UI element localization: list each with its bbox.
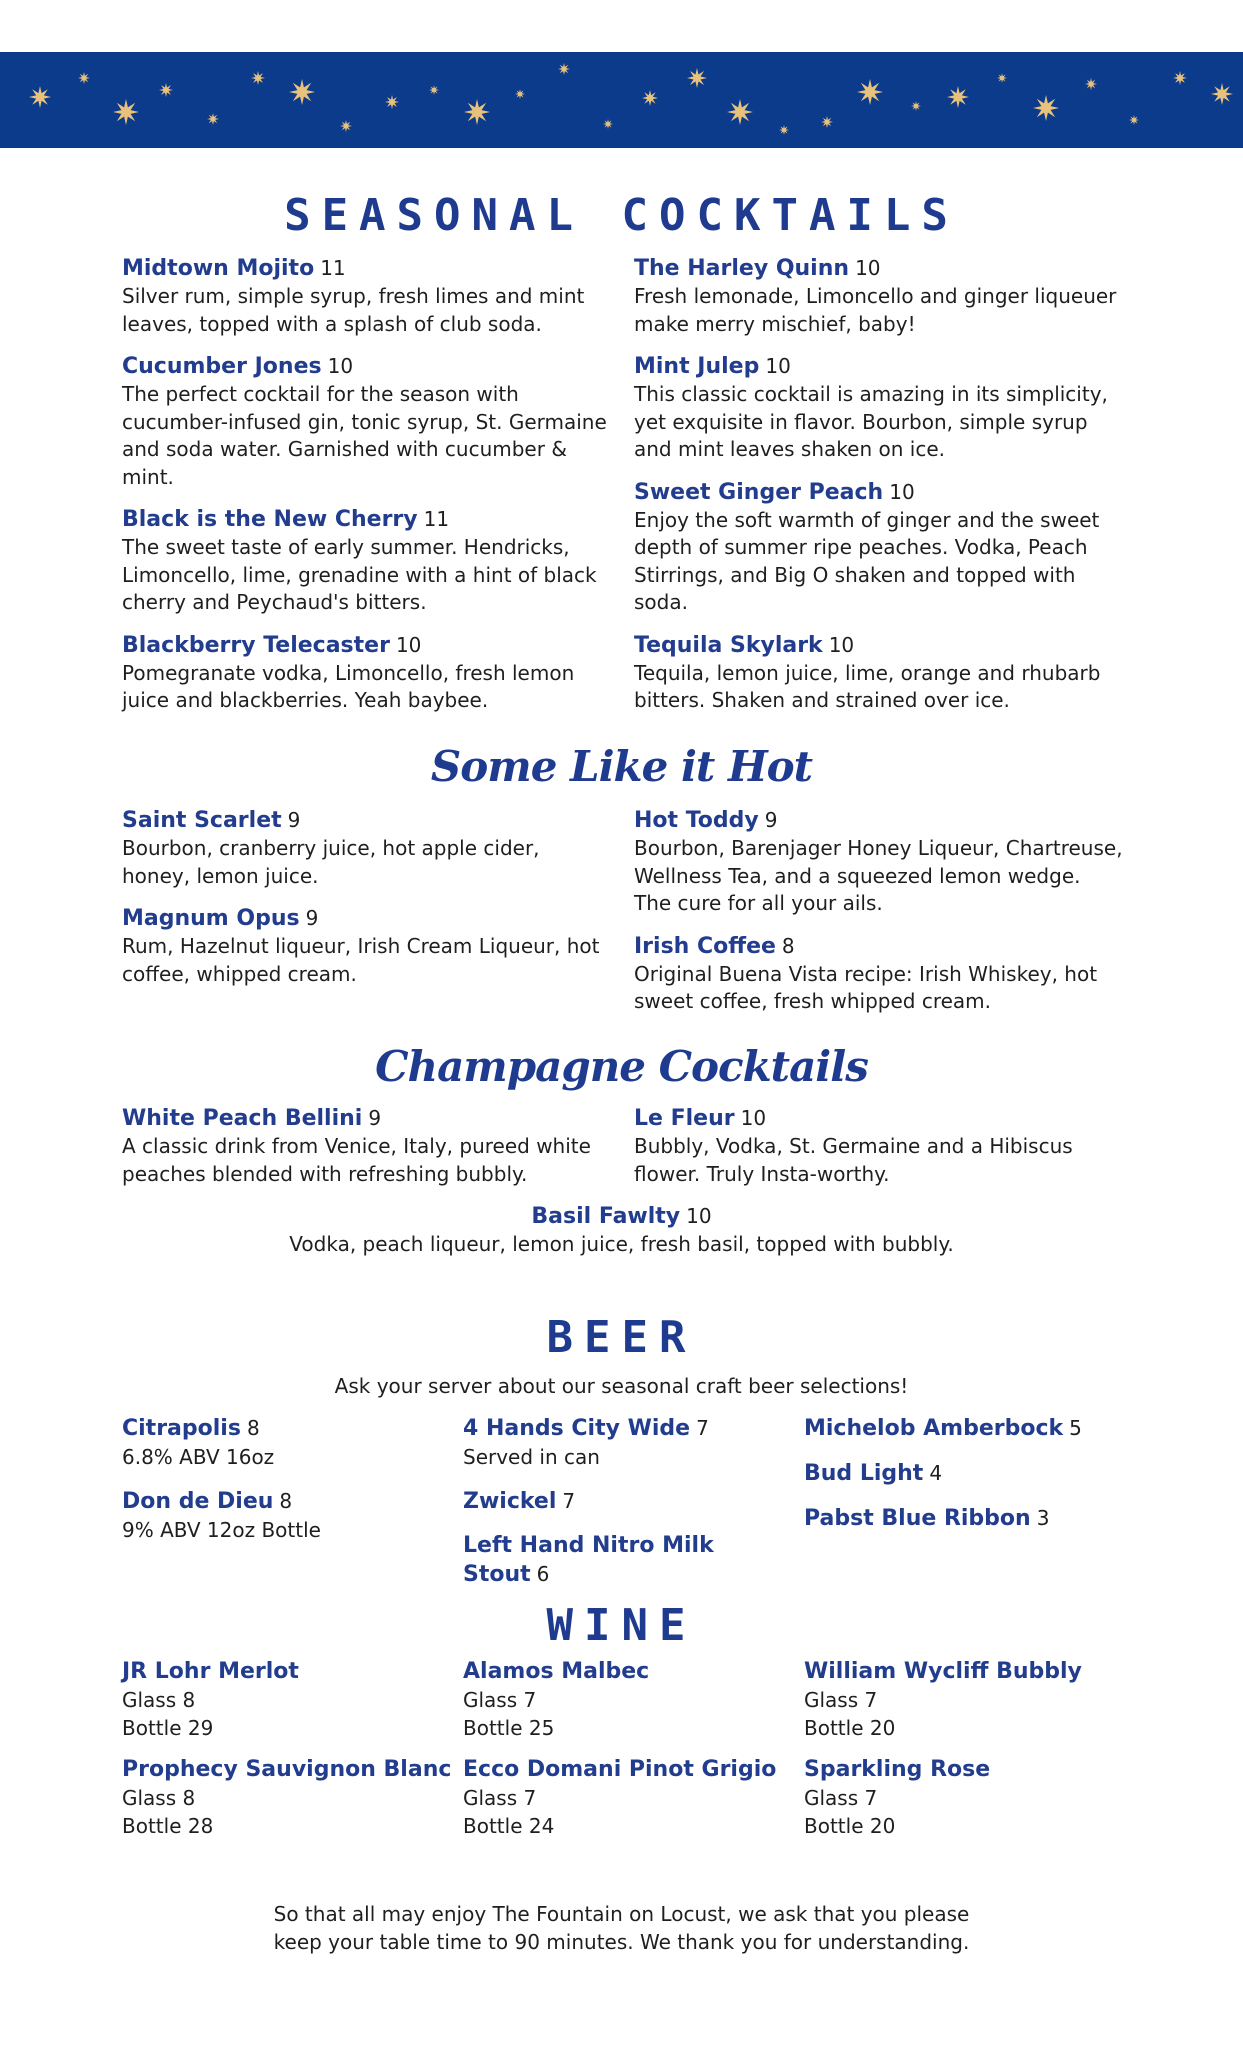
bottle-price: Bottle 20 <box>804 1716 896 1740</box>
item-price: 9 <box>287 808 301 832</box>
item-name: William Wycliff Bubbly <box>804 1659 1082 1684</box>
menu-item <box>634 1104 1124 1188</box>
item-price: 10 <box>686 1204 712 1228</box>
item-description: Silver rum, simple syrup, fresh limes and mint leaves, topped with a splash of club soda. <box>122 284 585 336</box>
menu-item <box>122 904 612 988</box>
menu-item <box>122 631 612 715</box>
item-name: Michelob Amberbock <box>804 1416 1064 1441</box>
item-name: Blackberry Telecaster <box>122 632 390 658</box>
item-description: 9% ABV 12oz Bottle <box>122 1518 321 1542</box>
item-name: Pabst Blue Ribbon <box>804 1506 1031 1531</box>
menu-item <box>634 932 1124 1016</box>
glass-price: Glass 8 <box>122 1688 196 1712</box>
item-price: 10 <box>327 354 354 378</box>
bottle-price: Bottle 28 <box>122 1814 214 1838</box>
item-name: Le Fleur <box>634 1106 735 1131</box>
item-name: The Harley Quinn <box>634 256 850 281</box>
item-price: 9 <box>368 1106 382 1130</box>
star-icon <box>251 71 265 85</box>
item-description: Bourbon, Barenjager Honey Liqueur, Chartreuse, Wellness Tea, and a squeezed lemon wedge. The cure for all your ails. <box>634 836 1123 915</box>
star-banner <box>0 52 1243 148</box>
item-description: The perfect cocktail for the season with cucumber-infused gin, tonic syrup, St. Germaine and soda water. Garnished with cucumber & mint. <box>122 382 607 489</box>
item-name: Zwickel <box>463 1489 557 1514</box>
item-description: Enjoy the soft warmth of ginger and the sweet depth of summer ripe peaches. Vodka, Peach Stirrings, and Big O shaken and topped with soda. <box>634 507 1100 614</box>
glass-price: Glass 7 <box>804 1786 878 1810</box>
item-price: 10 <box>855 256 881 280</box>
item-price: 7 <box>696 1416 709 1440</box>
hot-title: Some Like it Hot <box>430 742 813 791</box>
item-price: 9 <box>305 906 319 930</box>
star-icon <box>911 101 921 111</box>
item-description: Vodka, peach liqueur, lemon juice, fresh basil, topped with bubbly. <box>289 1232 954 1256</box>
champagne-right-column <box>634 1104 1124 1202</box>
star-icon <box>779 125 789 135</box>
star-icon <box>558 63 570 75</box>
item-price: 9 <box>764 808 778 832</box>
item-description: Pomegranate vodka, Limoncello, fresh lemon juice and blackberries. Yeah baybee. <box>122 660 575 712</box>
seasonal-right-column <box>634 254 1124 729</box>
item-price: 10 <box>395 632 422 657</box>
star-icon <box>29 86 51 108</box>
star-icon <box>289 79 315 105</box>
menu-item <box>122 1756 452 1840</box>
menu-item <box>122 254 612 338</box>
item-description: The sweet taste of early summer. Hendricks, Limoncello, lime, grenadine with a hint of black cherry and Peychaud's bitters. <box>122 535 597 614</box>
item-description: A classic drink from Venice, Italy, pureed white peaches blended with refreshing bubbly. <box>122 1134 591 1186</box>
star-icon <box>385 95 399 109</box>
item-name: Left Hand Nitro Milk Stout <box>463 1533 714 1587</box>
star-icon <box>1033 95 1059 121</box>
menu-item <box>634 631 1124 715</box>
item-name: Sparkling Rose <box>804 1757 991 1782</box>
menu-item <box>122 352 612 491</box>
item-description: Tequila, lemon juice, lime, orange and rhubarb bitters. Shaken and strained over ice. <box>634 660 1101 712</box>
star-icon <box>340 120 352 132</box>
item-name: Ecco Domani Pinot Grigio <box>463 1757 777 1782</box>
item-price: 7 <box>562 1489 576 1513</box>
wine-title: WINE <box>546 1600 697 1651</box>
item-name: Saint Scarlet <box>122 808 282 833</box>
beer-column-2 <box>463 1414 793 1605</box>
seasonal-title: SEASONAL COCKTAILS <box>284 190 959 241</box>
item-name: Alamos Malbec <box>463 1659 650 1684</box>
menu-item <box>122 1104 612 1188</box>
item-name: Tequila Skylark <box>634 632 823 658</box>
item-name: Basil Fawlty <box>531 1204 681 1229</box>
item-price: 5 <box>1069 1416 1082 1440</box>
item-description: This classic cocktail is amazing in its simplicity, yet exquisite in flavor. Bourbon, simple syrup and mint leaves shaken on ice. <box>634 382 1108 461</box>
hot-left-column <box>122 806 612 1002</box>
item-price: 11 <box>320 256 346 280</box>
item-price: 10 <box>740 1106 767 1130</box>
menu-item <box>463 1532 793 1589</box>
star-icon <box>603 119 613 129</box>
item-description: Bourbon, cranberry juice, hot apple cider, honey, lemon juice. <box>122 836 540 888</box>
menu-item <box>804 1504 1134 1533</box>
wine-column-2 <box>463 1658 793 1854</box>
item-name: Sweet Ginger Peach <box>634 479 884 505</box>
menu-item <box>463 1487 793 1516</box>
glass-price: Glass 7 <box>463 1688 537 1712</box>
item-name: Prophecy Sauvignon Blanc <box>122 1757 452 1782</box>
menu-item <box>634 254 1124 338</box>
star-icon <box>1085 78 1097 90</box>
item-description: Served in can <box>463 1445 600 1469</box>
star-icon <box>429 85 439 95</box>
item-description: Rum, Hazelnut liqueur, Irish Cream Liqueur, hot coffee, whipped cream. <box>122 934 600 986</box>
menu-item <box>804 1414 1134 1443</box>
menu-item <box>634 352 1124 464</box>
menu-item <box>122 1487 452 1544</box>
beer-note: Ask your server about our seasonal craft beer selections! <box>334 1374 909 1398</box>
menu-item <box>122 1414 452 1471</box>
item-price: 3 <box>1036 1506 1050 1530</box>
menu-item <box>463 1756 793 1840</box>
menu-item <box>122 1658 452 1742</box>
wine-column-3 <box>804 1658 1134 1854</box>
star-icon <box>159 83 173 97</box>
item-name: 4 Hands City Wide <box>463 1416 691 1441</box>
star-icon <box>207 113 219 125</box>
footer-note <box>0 1900 1243 1956</box>
hot-right-column <box>634 806 1124 1030</box>
star-icon <box>687 68 707 88</box>
star-icon <box>1211 83 1233 105</box>
star-icon <box>857 79 883 105</box>
champagne-left-column <box>122 1104 612 1202</box>
menu-item <box>804 1658 1134 1742</box>
stars-decoration <box>0 52 1243 148</box>
item-price: 10 <box>889 479 915 504</box>
glass-price: Glass 7 <box>804 1688 878 1712</box>
item-name: Magnum Opus <box>122 906 300 931</box>
champagne-title: Champagne Cocktails <box>375 1042 868 1091</box>
bottle-price: Bottle 24 <box>463 1814 555 1838</box>
item-name: White Peach Bellini <box>122 1106 363 1131</box>
star-icon <box>642 90 658 106</box>
item-price: 4 <box>929 1461 943 1485</box>
item-price: 6 <box>536 1562 550 1586</box>
star-icon <box>113 99 139 125</box>
item-name: Mint Julep <box>634 354 760 379</box>
star-icon <box>1173 71 1187 85</box>
item-price: 10 <box>828 632 855 657</box>
item-description: Bubbly, Vodka, St. Germaine and a Hibiscus flower. Truly Insta-worthy. <box>634 1134 1073 1186</box>
glass-price: Glass 7 <box>463 1786 537 1810</box>
menu-item <box>804 1459 1134 1488</box>
item-name: Midtown Mojito <box>122 256 315 281</box>
beer-title: BEER <box>546 1312 697 1363</box>
item-description: 6.8% ABV 16oz <box>122 1445 275 1469</box>
seasonal-left-column <box>122 254 612 729</box>
glass-price: Glass 8 <box>122 1786 196 1810</box>
item-price: 8 <box>279 1489 293 1513</box>
menu-item <box>122 505 612 617</box>
star-icon <box>1129 115 1139 125</box>
item-price: 8 <box>781 933 795 958</box>
menu-item <box>463 1414 793 1471</box>
star-icon <box>515 89 525 99</box>
menu-item <box>804 1756 1134 1840</box>
menu-item <box>463 1658 793 1742</box>
bottle-price: Bottle 25 <box>463 1716 555 1740</box>
item-price: 10 <box>765 354 791 378</box>
star-icon <box>727 99 753 125</box>
item-description: Original Buena Vista recipe: Irish Whiskey, hot sweet coffee, fresh whipped cream. <box>634 961 1098 1013</box>
menu-item <box>634 806 1124 918</box>
star-icon <box>821 116 833 128</box>
item-name: Don de Dieu <box>122 1489 274 1514</box>
item-name: Cucumber Jones <box>122 354 322 379</box>
menu-item <box>634 478 1124 617</box>
beer-column-3 <box>804 1414 1134 1549</box>
menu-item <box>122 806 612 890</box>
item-price: 8 <box>246 1416 260 1440</box>
star-icon <box>997 73 1007 83</box>
star-icon <box>947 86 969 108</box>
item-name: Citrapolis <box>122 1416 241 1441</box>
footer-line-1: So that all may enjoy The Fountain on Locust, we ask that you please <box>273 1902 970 1926</box>
menu-item-centered <box>0 1202 1243 1259</box>
footer-line-2: keep your table time to 90 minutes. We thank you for understanding. <box>273 1930 970 1954</box>
item-name: Hot Toddy <box>634 808 759 833</box>
item-name: Bud Light <box>804 1461 924 1486</box>
beer-column-1 <box>122 1414 452 1560</box>
wine-column-1 <box>122 1658 452 1854</box>
item-name: Irish Coffee <box>634 933 776 959</box>
star-icon <box>78 72 90 84</box>
item-name: JR Lohr Merlot <box>122 1659 299 1684</box>
bottle-price: Bottle 29 <box>122 1716 214 1740</box>
item-description: Fresh lemonade, Limoncello and ginger liqueuer make merry mischief, baby! <box>634 284 1117 336</box>
star-icon <box>464 99 490 125</box>
item-name: Black is the New Cherry <box>122 507 418 532</box>
bottle-price: Bottle 20 <box>804 1814 896 1838</box>
item-price: 11 <box>423 507 450 531</box>
